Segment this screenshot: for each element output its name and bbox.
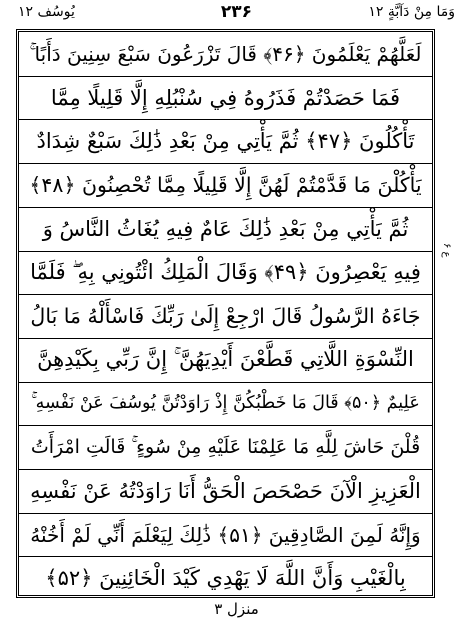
text-line: النِّسْوَةِ اللَّاتِي قَطَّعْنَ أَيْدِيَهُنَّ ۚ إِنَّ رَبِّي بِكَيْدِهِنَّ: [37, 347, 414, 372]
text-line: يَأْكُلْنَ مَا قَدَّمْتُمْ لَهُنَّ إِلَّا قَلِيلًا مِمَّا تُحْصِنُونَ ﴿۴۸﴾: [29, 172, 422, 197]
juz-name: وَمَا مِنْ دَآبَّةٍ ۱۲: [368, 4, 455, 20]
manzil-footer: منزل ۳: [214, 600, 259, 618]
page-number: ۲۳۶: [220, 2, 253, 22]
page-header: [18, 2, 455, 26]
text-frame: [16, 29, 435, 598]
text-line: الْعَزِيزِ الْآنَ حَصْحَصَ الْحَقُّ أَنَا رَاوَدْتُهُ عَنْ نَفْسِهِ: [30, 478, 421, 503]
text-line: فِيهِ يَعْصِرُونَ ﴿۴۹﴾ وَقَالَ الْمَلِكُ ائْتُونِي بِهِ ۖ فَلَمَّا: [30, 259, 421, 284]
text-line: لَعَلَّهُمْ يَعْلَمُونَ ﴿۴۶﴾ قَالَ تَزْرَعُونَ سَبْعَ سِنِينَ دَأَبًا ۚ: [29, 41, 422, 66]
text-line: عَلِيمٌ ﴿۵۰﴾ قَالَ مَا خَطْبُكُنَّ إِذْ رَاوَدْتُنَّ يُوسُفَ عَنْ نَفْسِهِ ۚ: [31, 393, 420, 414]
ruku-marker: ع ۶: [441, 243, 452, 258]
text-line: جَاءَهُ الرَّسُولُ قَالَ ارْجِعْ إِلَىٰ رَبِّكَ فَاسْأَلْهُ مَا بَالُ: [30, 304, 421, 329]
text-line: فَمَا حَصَدْتُمْ فَذَرُوهُ فِي سُنْبُلِهِ إِلَّا قَلِيلًا مِمَّا: [50, 85, 401, 110]
surah-name: يُوسُف ۱۲: [18, 4, 75, 20]
text-line: وَإِنَّهُ لَمِنَ الصَّادِقِينَ ﴿۵۱﴾ ذَٰلِكَ لِيَعْلَمَ أَنِّي لَمْ أَخُنْهُ: [30, 522, 421, 547]
text-line: قُلْنَ حَاشَ لِلَّهِ مَا عَلِمْنَا عَلَيْهِ مِنْ سُوءٍ ۚ قَالَتِ امْرَأَتُ: [30, 436, 421, 459]
text-line: ثُمَّ يَأْتِي مِنْ بَعْدِ ذَٰلِكَ عَامٌ فِيهِ يُغَاثُ النَّاسُ وَ: [42, 216, 409, 241]
text-line: بِالْغَيْبِ وَأَنَّ اللَّهَ لَا يَهْدِي كَيْدَ الْخَائِنِينَ ﴿۵۲﴾: [45, 566, 406, 591]
text-line: تَأْكُلُونَ ﴿۴۷﴾ ثُمَّ يَأْتِي مِنْ بَعْدِ ذَٰلِكَ سَبْعٌ شِدَادٌ: [36, 129, 415, 154]
